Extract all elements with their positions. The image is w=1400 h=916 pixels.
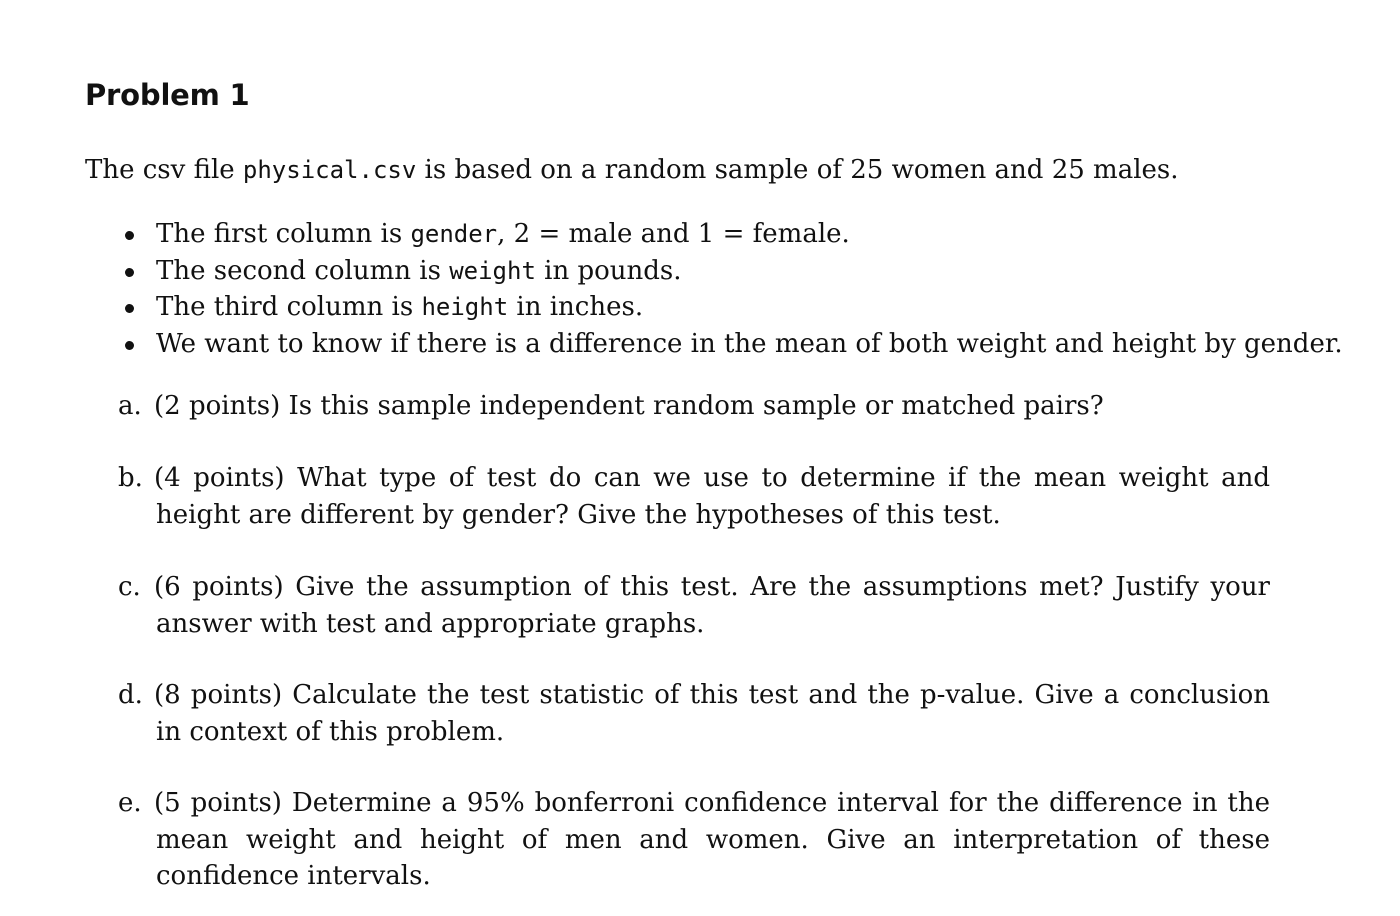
list-item [120,289,1343,326]
intro-prefix: The csv file [85,155,243,185]
bullet-pre: We want to know if there is a difference in the mean of both weight and height by gender. [156,328,1343,359]
question-text: (5 points) Determine a 95% bonferroni confidence interval for the difference in the mean weight and height of men and women. Give an interpretation of these confidence intervals. [154,788,1270,891]
question-text: (2 points) Is this sample independent random sample or matched pairs? [154,391,1104,421]
intro-filename: physical.csv [242,156,417,184]
bullet-code: weight [449,256,536,285]
problem-title: Problem 1 [85,78,250,112]
question-text: (6 points) Give the assumption of this test. Are the assumptions met? Justify your answer with test and appropriate graphs. [154,572,1270,639]
question-label: d. [118,680,143,710]
intro-paragraph [85,155,1179,185]
bullet-icon [125,304,134,313]
question-label: e. [118,788,142,818]
bullet-post: in inches. [508,292,644,322]
question-label: b. [118,463,143,493]
bullet-pre: The second column is [156,255,450,286]
question-b [118,460,1270,533]
bullet-pre: The third column is [156,292,422,322]
question-c [118,569,1270,642]
list-item [120,326,1343,363]
question-text: (8 points) Calculate the test statistic of this test and the p-value. Give a conclusion in context of this problem. [154,680,1270,747]
bullet-code: gender [410,220,498,248]
question-e [118,785,1270,895]
bullet-icon [125,268,134,277]
question-label: c. [118,572,141,602]
list-item [120,253,1343,290]
list-item [120,216,1343,253]
bullet-icon [125,231,134,240]
bullet-icon [125,341,134,350]
question-a [118,388,1270,425]
bullet-post: in pounds. [535,255,682,286]
question-label: a. [118,391,142,421]
bullet-code: height [421,293,509,321]
column-description-list [120,216,1343,362]
question-d [118,677,1270,750]
bullet-pre: The first column is [156,219,411,249]
bullet-post: , 2 = male and 1 = female. [497,219,850,249]
question-text: (4 points) What type of test do can we use to determine if the mean weight and height are different by gender? Give the hypotheses of this test. [154,463,1270,530]
intro-suffix: is based on a random sample of 25 women and 25 males. [416,155,1179,185]
